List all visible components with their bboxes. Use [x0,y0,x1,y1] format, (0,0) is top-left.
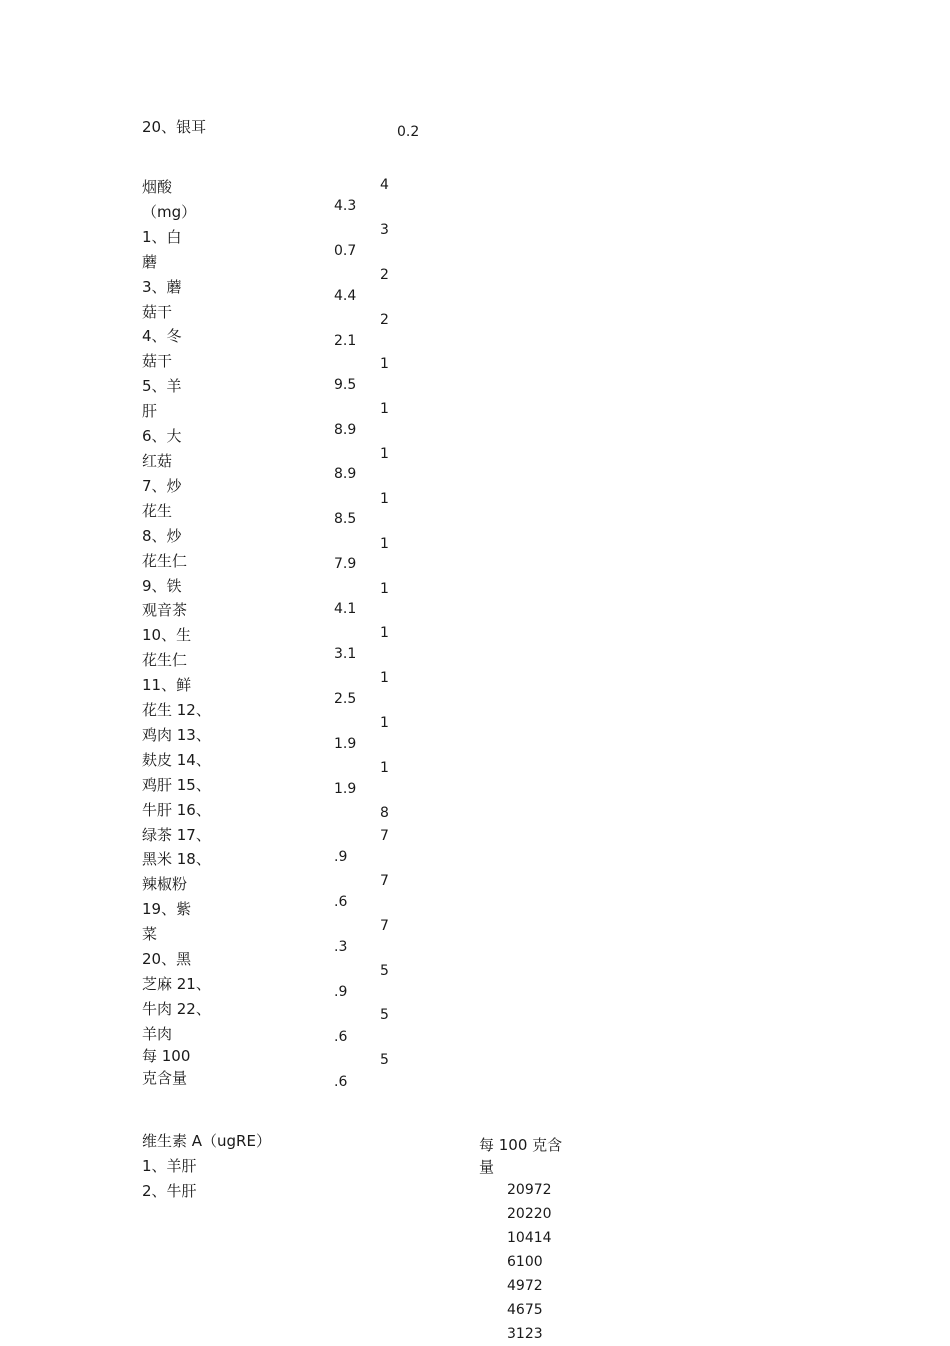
niacin-value-a: .6 [334,1029,348,1045]
niacin-line: 菜 [142,925,158,944]
niacin-value-a: 8.9 [334,422,357,438]
niacin-value-b: 4 [380,177,389,193]
niacin-line: 4、冬 [142,327,182,346]
niacin-line: 20、黑 [142,950,192,969]
niacin-value-b: 2 [380,312,389,328]
niacin-value-b: 1 [380,356,389,372]
niacin-value-a: 8.9 [334,466,357,482]
niacin-line: 黑米 18、 [142,850,211,869]
niacin-value-b: 7 [380,873,389,889]
niacin-line: 1、白 [142,227,182,246]
niacin-value-a: 3.1 [334,646,357,662]
niacin-value-b: 1 [380,536,389,552]
niacin-line: （mg） [142,202,197,221]
niacin-line: 花生仁 [142,551,188,570]
niacin-value-a: 2.5 [334,691,357,707]
niacin-line: 菇干 [142,352,173,371]
niacin-value-b: 7 [380,918,389,934]
niacin-line: 烟酸 [142,178,173,196]
niacin-line: 辣椒粉 [142,875,188,894]
niacin-footer-line1: 每 100 [142,1047,191,1065]
niacin-value-a: 4.3 [334,198,357,214]
niacin-value-b: 1 [380,401,389,417]
niacin-value-b: 5 [380,1007,389,1023]
niacin-value-a: 2.1 [334,333,357,349]
niacin-value-b: 7 [380,828,389,844]
niacin-value-b: 1 [380,491,389,507]
niacin-value-a: 0.7 [334,243,357,259]
niacin-label-column [142,175,222,1047]
niacin-value-b: 5 [380,1052,389,1068]
niacin-line: 芝麻 21、 [142,975,211,993]
niacin-line: 菇干 [142,302,173,321]
niacin-line: 牛肝 16、 [142,800,211,819]
top-label: 20、银耳 [142,118,207,136]
niacin-value-a: .6 [334,894,348,910]
niacin-line: 8、炒 [142,526,182,545]
niacin-value-a: .9 [334,984,348,1000]
niacin-line: 观音茶 [142,601,188,620]
niacin-line: 10、生 [142,626,192,645]
niacin-line: 花生仁 [142,651,188,670]
niacin-line: 牛肉 22、 [142,999,211,1018]
vitamin-a-value: 10414 [507,1230,552,1246]
vitamin-a-values [507,1178,552,1346]
niacin-value-b: 1 [380,581,389,597]
niacin-value-a: 1.9 [334,781,357,797]
niacin-value-a: .9 [334,849,348,865]
niacin-footer-line2: 克含量 [142,1069,188,1087]
niacin-line: 花生 12、 [142,701,211,720]
niacin-line: 7、炒 [142,476,182,495]
niacin-line: 麸皮 14、 [142,750,211,769]
niacin-line: 蘑 [142,252,158,271]
vitamin-a-value: 20220 [507,1206,552,1222]
top-value: 0.2 [397,124,420,137]
niacin-value-b: 1 [380,760,389,776]
niacin-value-a: 4.1 [334,601,357,617]
niacin-line: 花生 [142,501,173,520]
vitamin-a-value: 4675 [507,1302,543,1318]
niacin-value-b: 8 [380,805,389,821]
niacin-value-b: 1 [380,715,389,731]
vitamin-a-value: 3123 [507,1326,543,1342]
vitamin-a-value: 4972 [507,1278,543,1294]
vitamin-a-value: 6100 [507,1254,543,1270]
niacin-value-b: 2 [380,267,389,283]
niacin-value-a: .3 [334,939,348,955]
vitamin-a-title: 维生素 A（ugRE） [142,1132,271,1150]
niacin-value-a: 9.5 [334,377,357,393]
niacin-line: 肝 [142,402,158,421]
niacin-line: 3、蘑 [142,277,182,296]
top-row [0,0,950,137]
niacin-line: 5、羊 [142,377,182,396]
vitamin-a-value: 20972 [507,1182,552,1198]
niacin-value-b: 1 [380,670,389,686]
niacin-line: 羊肉 [142,1024,173,1043]
vitamin-a-item: 1、羊肝 [142,1157,197,1175]
niacin-line: 6、大 [142,427,182,446]
niacin-line: 鸡肝 15、 [142,775,211,794]
vitamin-a-header-line2: 量 [479,1158,495,1176]
niacin-value-a: 8.5 [334,511,357,527]
niacin-value-a: 4.4 [334,288,357,304]
niacin-line: 19、紫 [142,900,192,919]
niacin-line: 绿茶 17、 [142,825,211,844]
niacin-line: 9、铁 [142,576,182,595]
niacin-value-b: 1 [380,446,389,462]
niacin-value-a: .6 [334,1074,348,1090]
vitamin-a-header-line1: 每 100 克含 [479,1136,563,1154]
vitamin-a-item: 2、牛肝 [142,1182,197,1200]
niacin-line: 红菇 [142,451,173,470]
niacin-value-a: 1.9 [334,736,357,752]
niacin-value-b: 5 [380,963,389,979]
niacin-value-b: 1 [380,625,389,641]
niacin-line: 11、鲜 [142,676,192,695]
niacin-line: 鸡肉 13、 [142,725,211,744]
niacin-value-a: 7.9 [334,556,357,572]
niacin-value-b: 3 [380,222,389,238]
